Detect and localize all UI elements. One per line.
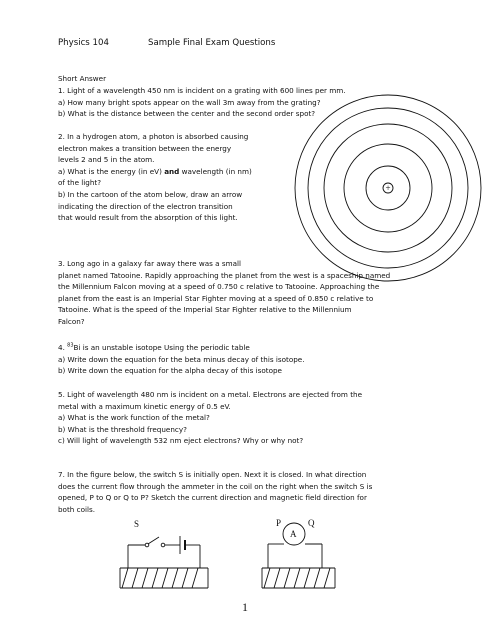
- q2-line: indicating the direction of the electron transition: [58, 201, 233, 211]
- coil-windings: [122, 568, 198, 588]
- q3-line: the Millennium Falcon moving at a speed of 0.750 c relative to Tatooine. Approaching the: [58, 282, 380, 292]
- switch-label: S: [134, 519, 140, 529]
- q5-part-b: b) What is the threshold frequency?: [58, 424, 187, 434]
- q1-line: 1. Light of a wavelength 450 nm is incident on a grating with 600 lines per mm.: [58, 86, 346, 95]
- q2-line: of the light?: [58, 178, 102, 188]
- section-label: Short Answer: [58, 74, 107, 83]
- terminal-p-label: P: [276, 518, 282, 528]
- q1-part-b: b) What is the distance between the center and the second order spot?: [58, 109, 316, 119]
- q4-part-b: b) Write down the equation for the alpha decay of this isotope: [58, 366, 282, 376]
- switch-blade: [148, 537, 159, 544]
- q5-part-c: c) Will light of wavelength 532 nm eject electrons? Why or why not?: [58, 436, 304, 446]
- exam-title: Sample Final Exam Questions: [148, 38, 276, 48]
- isotope-mass-superscript: 83: [67, 342, 74, 349]
- q2-line: electron makes a transition between the energy: [58, 143, 232, 153]
- q2-line: that would result from the absorption of this light.: [58, 213, 238, 223]
- q2-part-b: b) In the cartoon of the atom below, draw an arrow: [58, 189, 243, 199]
- primary-circuit: [120, 536, 208, 588]
- q3-line: Tatooine. What is the speed of the Imperial Star Fighter relative to the Millennium: [58, 305, 352, 315]
- course-name: Physics 104: [58, 38, 109, 48]
- page-number: 1: [242, 600, 248, 614]
- coil-windings: [264, 568, 330, 588]
- q3-line: planet named Tatooine. Rapidly approaching the planet from the west is a spaceship named: [58, 270, 391, 280]
- q7-line: 7. In the figure below, the switch S is initially open. Next it is closed. In what direction: [58, 470, 367, 479]
- q5-line: metal with a maximum kinetic energy of 0.5 eV.: [58, 401, 231, 411]
- switch-contact: [161, 543, 165, 547]
- q3-line: Falcon?: [58, 316, 85, 326]
- q7-line: does the current flow through the ammeter in the coil on the right when the switch S is: [58, 481, 373, 491]
- q3-line: planet from the east is an Imperial Star Fighter moving at a speed of 0.850 c relative to: [58, 293, 374, 303]
- q1-part-a: a) How many bright spots appear on the wall 3m away from the grating?: [58, 97, 321, 107]
- q2-part-a-text: a) What is the energy (in eV): [58, 166, 162, 176]
- q7-line: opened, P to Q or Q to P? Sketch the current direction and magnetic field direction for: [58, 493, 367, 503]
- q5-line: 5. Light of wavelength 480 nm is incident on a metal. Electrons are ejected from the: [58, 390, 362, 399]
- q3-line: 3. Long ago in a galaxy far away there was a small: [58, 259, 241, 268]
- q2-and-bold: and: [164, 166, 180, 176]
- q4-number: 4.: [58, 343, 65, 352]
- nucleus-plus-icon: +: [385, 183, 391, 193]
- q5-part-a: a) What is the work function of the metal?: [58, 413, 210, 423]
- q7-line: both coils.: [58, 504, 95, 514]
- q4-isotope-text: Bi is an unstable isotope Using the periodic table: [73, 343, 250, 352]
- secondary-circuit: [262, 523, 335, 588]
- q4-part-a: a) Write down the equation for the beta minus decay of this isotope.: [58, 354, 305, 364]
- ammeter-label: A: [290, 529, 297, 539]
- q2-part-a-text-end: wavelength (in nm): [181, 166, 252, 176]
- q2-line: levels 2 and 5 in the atom.: [58, 155, 155, 165]
- q2-line: 2. In a hydrogen atom, a photon is absorbed causing: [58, 132, 249, 141]
- terminal-q-label: Q: [308, 518, 315, 528]
